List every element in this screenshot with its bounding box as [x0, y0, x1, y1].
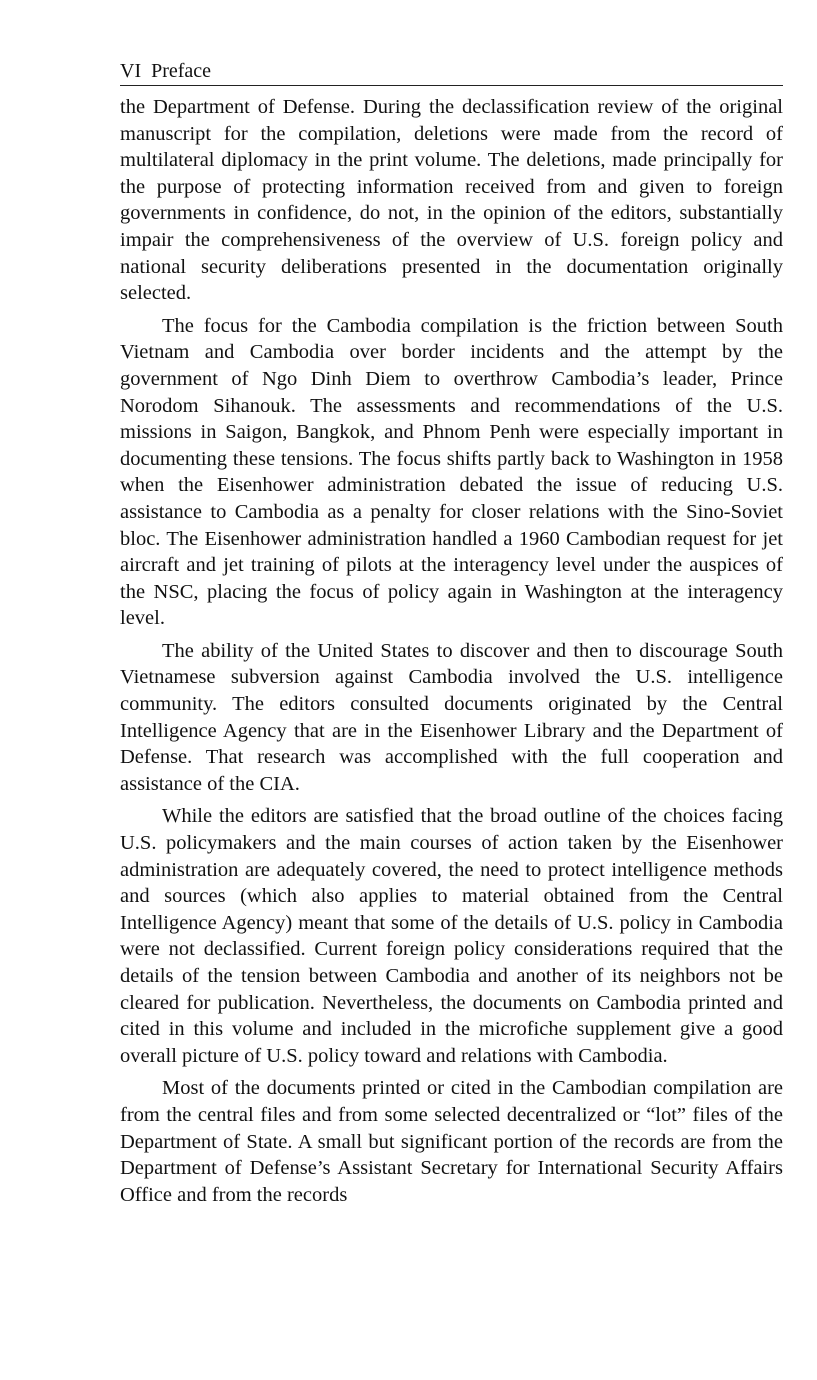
paragraph: The focus for the Cambodia compilation is the friction between South Vietnam and Cambodia over border incidents and the attempt by the government of Ngo Dinh Diem to overthrow Cambodia’s leader, Prince Norodom Sihanouk. The assessments and recommendations of the U.S. missions in Saigon, Bangkok, and Phnom Penh were especially important in documenting these tensions. The focus shifts partly back to Washington in 1958 when the Eisenhower administration debated the issue of reducing U.S. assistance to Cambodia as a penalty for closer relations with the Sino-Soviet bloc. The Eisenhower administration handled a 1960 Cambodian request for jet aircraft and jet training of pilots at the interagency level under the auspices of the NSC, placing the focus of policy again in Washington at the interagency level.: [120, 314, 783, 630]
section-title: Preface: [151, 60, 212, 82]
page-number: VI: [120, 60, 142, 82]
document-page: [120, 58, 783, 1214]
paragraph: The ability of the United States to discover and then to discourage South Vietnamese subversion against Cambodia involved the U.S. intelligence community. The editors consulted documents originated by the Central Intelligence Agency that are in the Eisenhower Library and the Department of Defense. That research was accomplished with the full cooperation and assistance of the CIA.: [120, 639, 783, 795]
running-head: [120, 58, 783, 86]
paragraph: Most of the documents printed or cited in the Cambodian compilation are from the central files and from some selected decentralized or “lot” files of the Department of State. A small but significant portion of the records are from the Department of Defense’s Assistant Secretary for International Security Affairs Office and from the records: [120, 1077, 783, 1206]
paragraph-continued: the Department of Defense. During the declassification review of the original manuscript for the compilation, deletions were made from the record of multilateral diplomacy in the print volume. The deletions, made principally for the purpose of protecting information received from and given to foreign governments in confidence, do not, in the opinion of the editors, substantially impair the comprehensiveness of the overview of U.S. foreign policy and national security deliberations presented in the documentation originally selected.: [120, 96, 783, 305]
body-text: [120, 94, 783, 1208]
paragraph: While the editors are satisfied that the broad outline of the choices facing U.S. policymakers and the main courses of action taken by the Eisenhower administration are adequately covered, the need to protect intelligence methods and sources (which also applies to material obtained from the Central Intelligence Agency) meant that some of the details of U.S. policy in Cambodia were not declassified. Current foreign policy considerations required that the details of the tension between Cambodia and another of its neighbors not be cleared for publication. Nevertheless, the documents on Cambodia printed and cited in this volume and included in the microfiche supplement give a good overall picture of U.S. policy toward and relations with Cambodia.: [120, 805, 783, 1067]
